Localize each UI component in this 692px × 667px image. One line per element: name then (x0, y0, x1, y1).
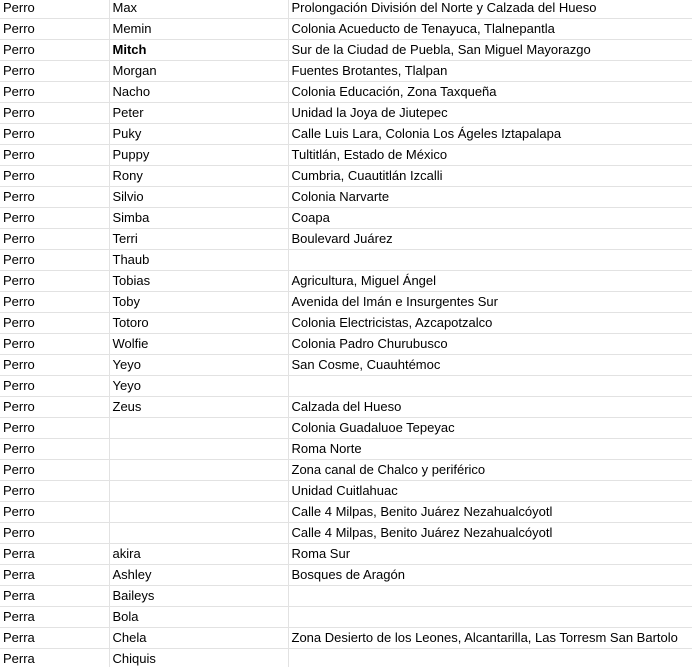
cell-species[interactable]: Perro (0, 355, 109, 376)
cell-name[interactable]: Max (109, 0, 288, 19)
cell-species[interactable]: Perro (0, 250, 109, 271)
table-row (0, 502, 692, 523)
cell-species[interactable]: Perro (0, 523, 109, 544)
cell-species[interactable]: Perro (0, 418, 109, 439)
cell-location[interactable]: Roma Sur (288, 544, 692, 565)
cell-location[interactable]: Boulevard Juárez (288, 229, 692, 250)
table-row (0, 61, 692, 82)
cell-location[interactable]: San Cosme, Cuauhtémoc (288, 355, 692, 376)
cell-location[interactable]: Colonia Electricistas, Azcapotzalco (288, 313, 692, 334)
cell-location[interactable]: Fuentes Brotantes, Tlalpan (288, 61, 692, 82)
table-row (0, 586, 692, 607)
cell-name[interactable]: Rony (109, 166, 288, 187)
table-row (0, 334, 692, 355)
table-row (0, 19, 692, 40)
cell-species[interactable]: Perra (0, 607, 109, 628)
cell-name[interactable]: Thaub (109, 250, 288, 271)
cell-species[interactable]: Perro (0, 271, 109, 292)
table-row (0, 607, 692, 628)
table-row (0, 292, 692, 313)
cell-location[interactable]: Prolongación División del Norte y Calzada del Hueso (288, 0, 692, 19)
cell-species[interactable]: Perro (0, 166, 109, 187)
cell-location[interactable]: Colonia Padro Churubusco (288, 334, 692, 355)
cell-species[interactable]: Perro (0, 124, 109, 145)
cell-location[interactable]: Cumbria, Cuautitlán Izcalli (288, 166, 692, 187)
table-row (0, 355, 692, 376)
cell-species[interactable]: Perro (0, 502, 109, 523)
table-row (0, 439, 692, 460)
cell-name[interactable]: Peter (109, 103, 288, 124)
cell-species[interactable]: Perro (0, 229, 109, 250)
table-row (0, 229, 692, 250)
cell-name[interactable]: Chela (109, 628, 288, 649)
cell-location[interactable]: Unidad la Joya de Jiutepec (288, 103, 692, 124)
table-row (0, 208, 692, 229)
cell-name[interactable]: Silvio (109, 187, 288, 208)
table-row (0, 250, 692, 271)
cell-species[interactable]: Perro (0, 334, 109, 355)
cell-species[interactable]: Perro (0, 82, 109, 103)
cell-name[interactable]: Totoro (109, 313, 288, 334)
cell-name[interactable]: Yeyo (109, 376, 288, 397)
cell-location[interactable]: Calle Luis Lara, Colonia Los Ágeles Iztapalapa (288, 124, 692, 145)
table-row (0, 649, 692, 667)
cell-name[interactable] (109, 439, 288, 460)
cell-species[interactable]: Perro (0, 460, 109, 481)
cell-location[interactable]: Bosques de Aragón (288, 565, 692, 586)
table-row (0, 124, 692, 145)
cell-species[interactable]: Perro (0, 0, 109, 19)
table-row (0, 103, 692, 124)
cell-name[interactable] (109, 481, 288, 502)
table-row (0, 418, 692, 439)
table-row (0, 460, 692, 481)
cell-name[interactable]: Tobias (109, 271, 288, 292)
cell-location[interactable]: Calle 4 Milpas, Benito Juárez Nezahualcóyotl (288, 502, 692, 523)
cell-name[interactable]: Puky (109, 124, 288, 145)
cell-species[interactable]: Perro (0, 40, 109, 61)
cell-location[interactable] (288, 607, 692, 628)
cell-name[interactable]: Terri (109, 229, 288, 250)
cell-species[interactable]: Perra (0, 649, 109, 667)
table-row (0, 376, 692, 397)
cell-species[interactable]: Perro (0, 103, 109, 124)
cell-name[interactable]: Mitch (109, 40, 288, 61)
table-row (0, 187, 692, 208)
table-row (0, 544, 692, 565)
cell-location[interactable]: Calle 4 Milpas, Benito Juárez Nezahualcóyotl (288, 523, 692, 544)
table-row (0, 145, 692, 166)
cell-location[interactable]: Colonia Guadaluoe Tepeyac (288, 418, 692, 439)
cell-name[interactable]: Puppy (109, 145, 288, 166)
cell-species[interactable]: Perra (0, 628, 109, 649)
cell-name[interactable]: Nacho (109, 82, 288, 103)
cell-species[interactable]: Perro (0, 376, 109, 397)
cell-species[interactable]: Perro (0, 61, 109, 82)
cell-name[interactable] (109, 460, 288, 481)
cell-location[interactable]: Coapa (288, 208, 692, 229)
cell-location[interactable] (288, 649, 692, 667)
cell-name[interactable]: akira (109, 544, 288, 565)
cell-location[interactable]: Zona Desierto de los Leones, Alcantarilla, Las Torresm San Bartolo (288, 628, 692, 649)
cell-species[interactable]: Perra (0, 544, 109, 565)
cell-species[interactable]: Perra (0, 586, 109, 607)
cell-location[interactable]: Colonia Narvarte (288, 187, 692, 208)
cell-name[interactable]: Zeus (109, 397, 288, 418)
cell-name[interactable]: Toby (109, 292, 288, 313)
cell-species[interactable]: Perro (0, 313, 109, 334)
cell-species[interactable]: Perro (0, 19, 109, 40)
cell-name[interactable]: Wolfie (109, 334, 288, 355)
cell-location[interactable]: Unidad Cuitlahuac (288, 481, 692, 502)
cell-location[interactable]: Colonia Acueducto de Tenayuca, Tlalnepantla (288, 19, 692, 40)
cell-location[interactable]: Colonia Educación, Zona Taxqueña (288, 82, 692, 103)
cell-name[interactable]: Morgan (109, 61, 288, 82)
table-row (0, 481, 692, 502)
cell-species[interactable]: Perra (0, 565, 109, 586)
cell-species[interactable]: Perro (0, 145, 109, 166)
cell-location[interactable] (288, 586, 692, 607)
table-row (0, 40, 692, 61)
cell-name[interactable] (109, 523, 288, 544)
cell-name[interactable]: Ashley (109, 565, 288, 586)
cell-name[interactable] (109, 502, 288, 523)
cell-name[interactable]: Simba (109, 208, 288, 229)
cell-location[interactable]: Avenida del Imán e Insurgentes Sur (288, 292, 692, 313)
cell-location[interactable]: Roma Norte (288, 439, 692, 460)
cell-species[interactable]: Perro (0, 481, 109, 502)
cell-species[interactable]: Perro (0, 187, 109, 208)
cell-location[interactable] (288, 250, 692, 271)
cell-name[interactable]: Baileys (109, 586, 288, 607)
cell-name[interactable]: Bola (109, 607, 288, 628)
cell-location[interactable]: Calzada del Hueso (288, 397, 692, 418)
cell-location[interactable]: Sur de la Ciudad de Puebla, San Miguel Mayorazgo (288, 40, 692, 61)
cell-species[interactable]: Perro (0, 292, 109, 313)
cell-name[interactable] (109, 418, 288, 439)
table-row (0, 565, 692, 586)
cell-name[interactable]: Chiquis (109, 649, 288, 667)
cell-species[interactable]: Perro (0, 208, 109, 229)
table-row (0, 397, 692, 418)
table-row (0, 271, 692, 292)
cell-location[interactable] (288, 376, 692, 397)
table-row (0, 82, 692, 103)
cell-location[interactable]: Zona canal de Chalco y periférico (288, 460, 692, 481)
table-row (0, 628, 692, 649)
cell-name[interactable]: Yeyo (109, 355, 288, 376)
table-row (0, 166, 692, 187)
table-row (0, 313, 692, 334)
cell-species[interactable]: Perro (0, 397, 109, 418)
table-row (0, 523, 692, 544)
table-row (0, 0, 692, 19)
cell-location[interactable]: Tultitlán, Estado de México (288, 145, 692, 166)
cell-name[interactable]: Memin (109, 19, 288, 40)
cell-location[interactable]: Agricultura, Miguel Ángel (288, 271, 692, 292)
cell-species[interactable]: Perro (0, 439, 109, 460)
